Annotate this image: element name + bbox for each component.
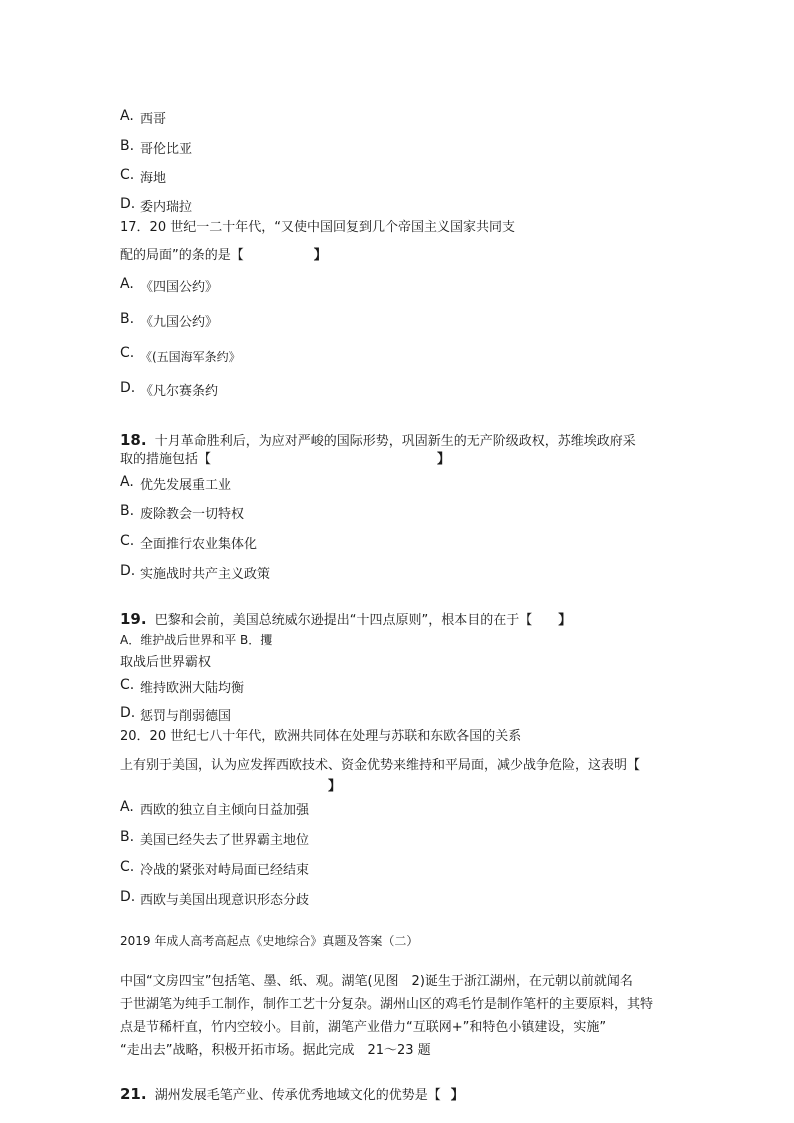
option-letter: D. bbox=[120, 563, 136, 579]
answer-bracket-close: 】 bbox=[558, 613, 572, 628]
q17-stem-text: 配的局面”的条的是【 bbox=[120, 248, 244, 263]
q19-option-b-cont: 取战后世界霸权 bbox=[120, 655, 212, 670]
q20-option-c bbox=[120, 859, 310, 879]
passage-line1: 中国“文房四宝”包括笔、墨、纸、观。湖笔(见图 2)诞生于浙江湖州，在元朝以前就闻名 bbox=[120, 974, 633, 989]
option-letter: D. bbox=[120, 889, 136, 905]
q19-stem-line1 bbox=[120, 609, 571, 628]
option-text: 美国已经失去了世界霸主地位 bbox=[140, 833, 310, 848]
question-number: 18. bbox=[120, 431, 147, 449]
option-text: 《九国公约》 bbox=[140, 315, 219, 330]
q16-option-d bbox=[120, 196, 193, 216]
q17-option-a bbox=[120, 276, 219, 296]
q17-stem-line1: 17．20 世纪一二十年代，“又使中国回复到几个帝国主义国家共同支 bbox=[120, 220, 515, 235]
option-letter: C. bbox=[120, 533, 135, 549]
option-letter: B. bbox=[120, 503, 135, 519]
q18-stem-text: 十月革命胜利后，为应对严峻的国际形势，巩固新生的无产阶级政权，苏维埃政府采 bbox=[154, 434, 636, 449]
q19-option-c bbox=[120, 677, 245, 697]
answer-bracket-close: 】 bbox=[437, 452, 451, 467]
option-letter: A. bbox=[120, 108, 134, 124]
option-letter: D. bbox=[120, 705, 136, 721]
option-text: 废除教会一切特权 bbox=[140, 507, 245, 522]
q20-option-b bbox=[120, 829, 310, 849]
q19-option-d bbox=[120, 705, 232, 725]
option-letter: D. bbox=[120, 380, 136, 396]
option-letter: C. bbox=[120, 859, 135, 875]
q20-stem-line2: 上有别于美国，认为应发挥西欧技术、资金优势来维持和平局面，减少战争危险，这表明【 bbox=[120, 758, 641, 773]
option-text: 哥伦比亚 bbox=[140, 142, 193, 157]
option-text: 委内瑞拉 bbox=[140, 200, 193, 215]
option-letter: A. bbox=[120, 276, 134, 292]
option-text: 实施战时共产主义政策 bbox=[140, 567, 271, 582]
option-letter: C. bbox=[120, 345, 135, 361]
question-number: 19. bbox=[120, 610, 147, 628]
q18-option-b bbox=[120, 503, 245, 523]
option-text: 冷战的紧张对峙局面已经结束 bbox=[140, 863, 310, 878]
q18-stem-text-2: 取的措施包括【 bbox=[120, 452, 212, 467]
option-text: 《四国公约》 bbox=[140, 280, 219, 295]
option-letter: C. bbox=[120, 167, 135, 183]
option-text: 西欧的独立自主倾向日益加强 bbox=[140, 803, 310, 818]
option-text: 优先发展重工业 bbox=[140, 478, 232, 493]
option-text: 西欧与美国出现意识形态分歧 bbox=[140, 893, 310, 908]
q19-option-ab: A．维护战后世界和平 B．攫 bbox=[120, 633, 273, 647]
q17-option-b bbox=[120, 311, 219, 331]
q18-option-a bbox=[120, 474, 232, 494]
q21-stem-text: 湖州发展毛笔产业、传承优秀地域文化的优势是【 bbox=[154, 1088, 441, 1103]
passage-line2: 于世湖笔为纯手工制作，制作工艺十分复杂。湖州山区的鸡毛竹是制作笔杆的主要原料，其特 bbox=[120, 997, 654, 1012]
q20-option-a bbox=[120, 799, 310, 819]
q17-option-d bbox=[120, 380, 219, 400]
option-letter: D. bbox=[120, 196, 136, 212]
q18-option-d bbox=[120, 563, 271, 583]
option-letter: B. bbox=[120, 311, 135, 327]
q18-stem-line2 bbox=[120, 448, 450, 467]
option-text: 《凡尔赛条约 bbox=[140, 384, 219, 399]
q16-option-a bbox=[120, 108, 167, 128]
section-title: 2019 年成人高考高起点《史地综合》真题及答案（二） bbox=[120, 934, 419, 948]
q16-option-b bbox=[120, 138, 193, 158]
option-letter: B. bbox=[120, 138, 135, 154]
q16-option-c bbox=[120, 167, 167, 187]
option-text: 西哥 bbox=[140, 112, 167, 127]
q18-option-c bbox=[120, 533, 258, 553]
option-text: 惩罚与削弱德国 bbox=[140, 709, 232, 724]
passage-line4: “走出去”战略，积极开拓市场。据此完成 21～23 题 bbox=[120, 1043, 431, 1058]
answer-bracket-close: 】 bbox=[450, 1088, 464, 1103]
question-number: 21. bbox=[120, 1085, 147, 1103]
q18-stem-line1 bbox=[120, 430, 636, 449]
option-text: 海地 bbox=[140, 171, 167, 186]
q20-option-d bbox=[120, 889, 310, 909]
option-letter: B. bbox=[120, 829, 135, 845]
option-letter: A. bbox=[120, 799, 134, 815]
answer-bracket-close: 】 bbox=[313, 248, 327, 263]
option-letter: A. bbox=[120, 474, 134, 490]
q17-option-c bbox=[120, 345, 241, 365]
option-text: 全面推行农业集体化 bbox=[140, 537, 258, 552]
q20-stem-line1: 20．20 世纪七八十年代，欧洲共同体在处理与苏联和东欧各国的关系 bbox=[120, 729, 522, 744]
q17-stem-line2 bbox=[120, 244, 327, 263]
q21-stem bbox=[120, 1084, 464, 1103]
option-text: 维持欧洲大陆均衡 bbox=[140, 681, 245, 696]
option-letter: C. bbox=[120, 677, 135, 693]
passage-line3: 点是节稀杆直，竹内空较小。目前，湖笔产业借力“互联网+”和特色小镇建设，实施” bbox=[120, 1020, 607, 1035]
answer-bracket-close: 】 bbox=[328, 779, 342, 794]
q19-stem-text: 巴黎和会前，美国总统威尔逊提出“十四点原则”，根本目的在于【 bbox=[154, 613, 533, 628]
option-text: 《(五国海军条约》 bbox=[140, 350, 241, 364]
